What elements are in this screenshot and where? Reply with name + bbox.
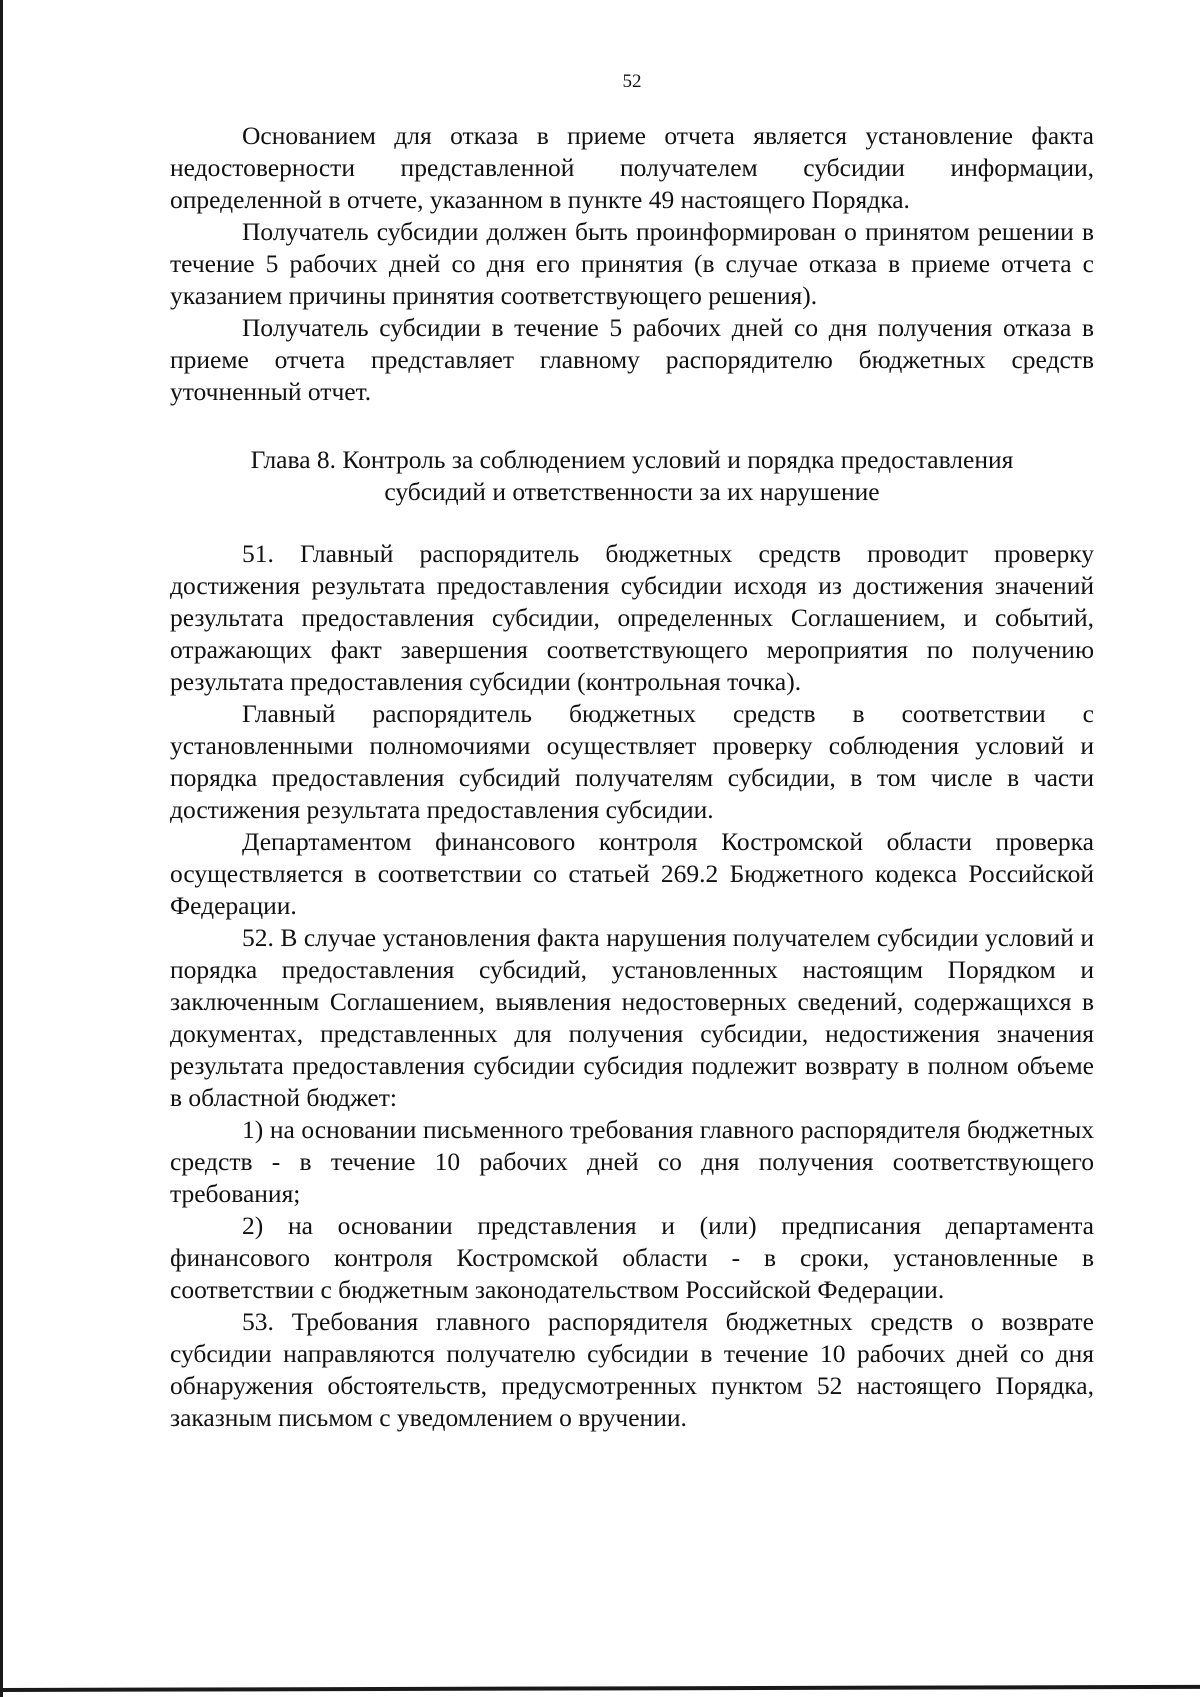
paragraph-52-item-1: 1) на основании письменного требования главного распорядителя бюджетных средств - в течение 10 рабочих дней со дня получения соответствующего требования; — [170, 1115, 1094, 1208]
page-content — [170, 70, 1094, 1434]
chapter-heading-line-2: субсидий и ответственности за их нарушение — [384, 477, 880, 506]
paragraph-51: 51. Главный распорядитель бюджетных средств проводит проверку достижения результата предоставления субсидии исходя из достижения значений результата предоставления субсидии, определенных Соглашением, и событий, отражающих факт завершения соответствующего мероприятия по получению результата предоставления субсидии (контрольная точка). — [170, 539, 1094, 696]
scan-bottom-edge — [0, 1685, 1200, 1692]
paragraph-53: 53. Требования главного распорядителя бюджетных средств о возврате субсидии направляются получателю субсидии в течение 10 рабочих дней со дня обнаружения обстоятельств, предусмотренных пунктом 52 настоящего Порядка, заказным письмом с уведомлением о вручении. — [170, 1307, 1094, 1432]
chapter-heading — [170, 444, 1094, 508]
scan-left-edge — [0, 0, 3, 1697]
paragraph-refusal-basis: Основанием для отказа в приеме отчета является установление факта недостоверности представленной получателем субсидии информации, определенной в отчете, указанном в пункте 49 настоящего Порядка. — [170, 121, 1094, 214]
paragraph-compliance-check: Главный распорядитель бюджетных средств в соответствии с установленными полномочиями осуществляет проверку соблюдения условий и порядка предоставления субсидий получателям субсидии, в том числе в части достижения результата предоставления субсидии. — [170, 699, 1094, 824]
chapter-heading-line-1: Глава 8. Контроль за соблюдением условий и порядка предоставления — [250, 445, 1014, 474]
paragraph-revised-report: Получатель субсидии в течение 5 рабочих дней со дня получения отказа в приеме отчета представляет главному распорядителю бюджетных средств уточненный отчет. — [170, 313, 1094, 406]
paragraph-financial-control: Департаментом финансового контроля Костромской области проверка осуществляется в соответствии со статьей 269.2 Бюджетного кодекса Российской Федерации. — [170, 827, 1094, 920]
paragraph-52: 52. В случае установления факта нарушения получателем субсидии условий и порядка предоставления субсидий, установленных настоящим Порядком и заключенным Соглашением, выявления недостоверных сведений, содержащихся в документах, представленных для получения субсидии, недостижения значения результата предоставления субсидии субсидия подлежит возврату в полном объеме в областной бюджет: — [170, 923, 1094, 1112]
paragraph-notification: Получатель субсидии должен быть проинформирован о принятом решении в течение 5 рабочих дней со дня его принятия (в случае отказа в приеме отчета с указанием причины принятия соответствующего решения). — [170, 217, 1094, 310]
page-number: 52 — [622, 71, 642, 92]
paragraph-52-item-2: 2) на основании представления и (или) предписания департамента финансового контроля Костромской области - в сроки, установленные в соответствии с бюджетным законодательством Российской Федерации. — [170, 1211, 1094, 1304]
